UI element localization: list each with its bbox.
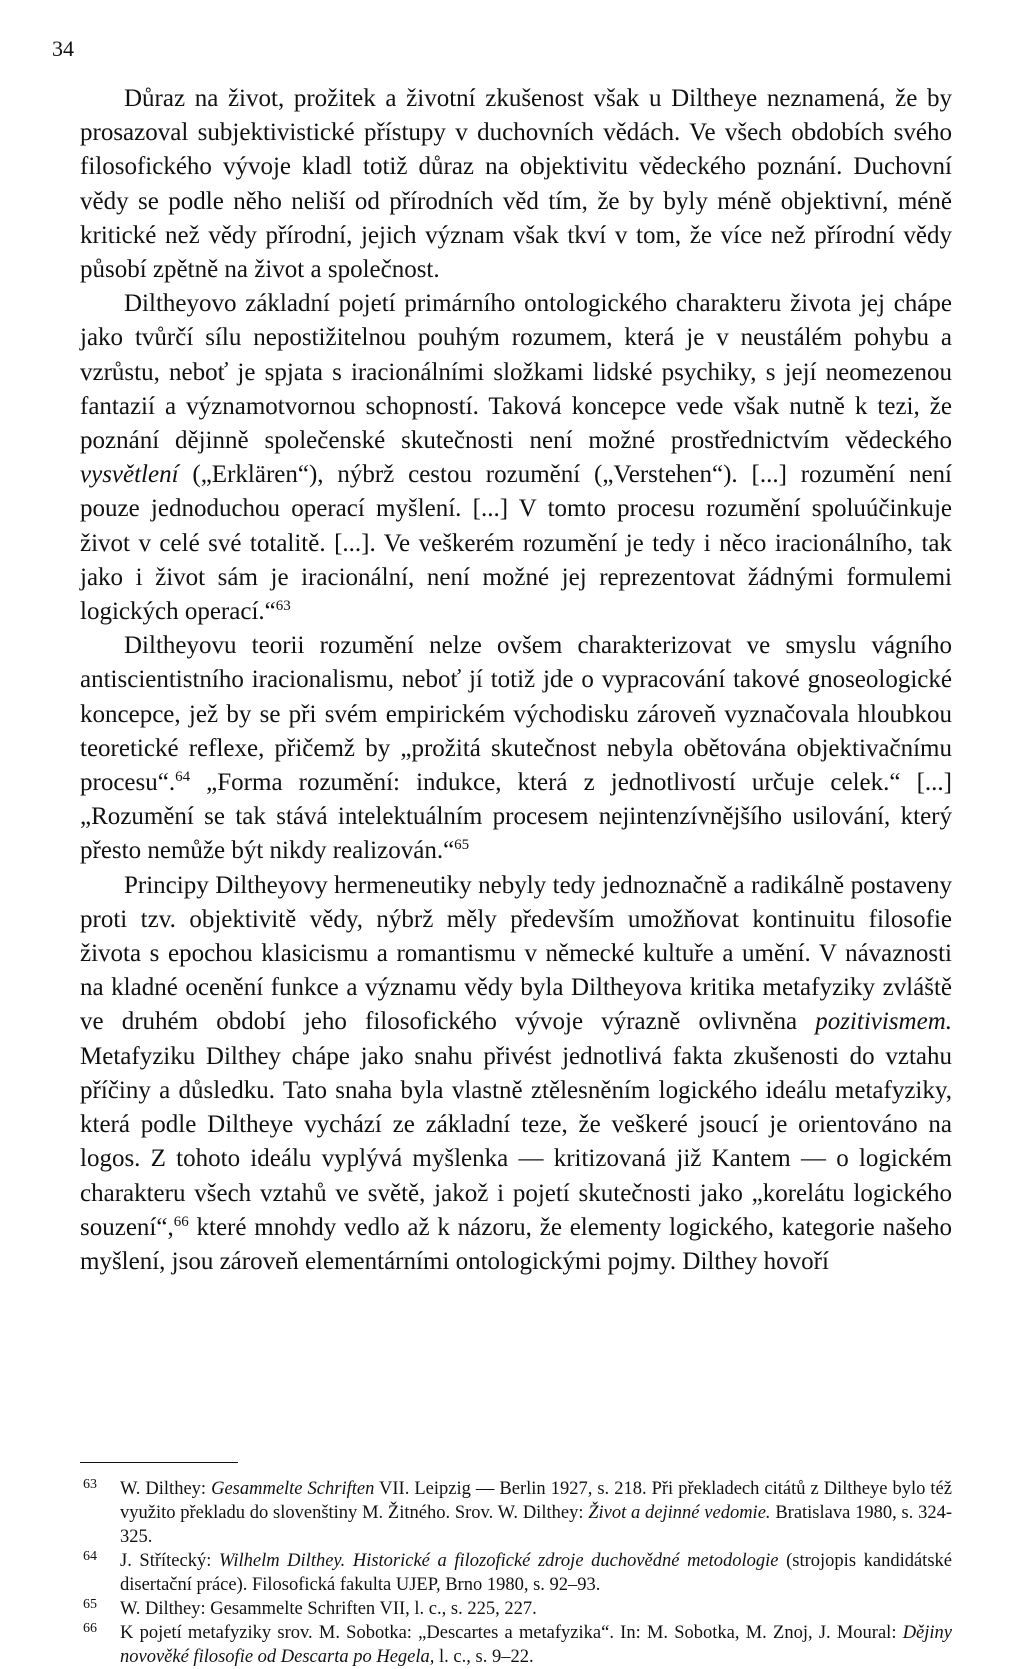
paragraph-4 (80, 869, 952, 1279)
paragraph-4-text-a: Principy Diltheyovy hermeneutiky nebyly tedy jednoznačně a radikálně postaveny proti tzv. objektivitě vědy, nýbrž měly především umožňovat kontinuitu filosofie života s epochou klasicismu a romantismu v německé kultuře a umění. V návaznosti na kladné ocenění funkce a významu vědy byla Diltheyova kritika metafyziky zvláště ve druhém období jeho filosofického vývoje výrazně ovlivněna (80, 871, 952, 1036)
footnote-66 (80, 1621, 952, 1669)
footnote-text: W. Dilthey: Gesammelte Schriften VII, l. c., s. 225, 227. (120, 1599, 537, 1619)
emphasis-vysvetleni: vysvětlení (80, 461, 179, 489)
footnote-ref-65[interactable]: 65 (454, 837, 470, 854)
footnote-number: 65 (83, 1597, 97, 1612)
page-number: 34 (52, 36, 74, 61)
footnote-text: W. Dilthey: (120, 1479, 212, 1499)
paragraph-3-text-b: „Forma rozumění: indukce, která z jednotlivostí určuje celek.“ [...] „Rozumění se tak stává intelektuálním procesem nejintenzívnějšího usilování, který přesto nemůže být nikdy realizován.“ (80, 769, 952, 865)
paragraph-4-text-c: které mnohdy vedlo až k názoru, že elementy logického, kategorie našeho myšlení, jsou zároveň elementárními ontologickými pojmy. Dilthey hovoří (80, 1213, 952, 1275)
footnote-ref-64[interactable]: 64 (175, 769, 191, 786)
footnote-text: l. c., s. 9–22. (434, 1647, 534, 1667)
footnote-64 (80, 1549, 952, 1597)
footnote-title: Gesammelte Schriften (211, 1479, 375, 1499)
footnote-text: (strojopis kandidátské disertační práce). Filosofická fakulta UJEP, Brno 1980, s. 92–93. (120, 1551, 952, 1595)
footnote-text: K pojetí metafyziky srov. M. Sobotka: „Descartes a metafyzika“. In: M. Sobotka, M. Znoj, J. Moural: (120, 1623, 903, 1643)
footnote-number: 66 (83, 1621, 97, 1636)
footnotes (80, 1477, 952, 1669)
footnote-number: 64 (83, 1549, 97, 1564)
footnote-divider (80, 1462, 238, 1463)
paragraph-2-text-b: („Erklären“), nýbrž cestou rozumění („Verstehen“). [...] rozumění není pouze jednoduchou operací myšlení. [...] V tomto procesu rozumění spoluúčinkuje život v celé své totalitě. [...]. Ve veškerém rozumění je tedy i něco iracionálního, tak jako i život sám je iracionální, není možné jej reprezentovat žádnými formulemi logických operací.“ (80, 461, 952, 626)
paragraph-1-text: Důraz na život, prožitek a životní zkušenost však u Diltheye neznamená, že by prosazoval subjektivistické přístupy v duchovních vědách. Ve všech obdobích svého filosofického vývoje kladl totiž důraz na objektivitu vědeckého poznání. Duchovní vědy se podle něho neliší od přírodních věd tím, že by byly méně objektivní, méně kritické než vědy přírodní, jejich význam však tkví v tom, že více než přírodní vědy působí zpětně na život a společnost. (80, 85, 952, 284)
paragraph-4-text-b: Metafyziku Dilthey chápe jako snahu přivést jednotlivá fakta zkušenosti do vztahu příčiny a důsledku. Tato snaha byla vlastně ztělesněním logického ideálu metafyziky, která podle Diltheye vychází ze základní teze, že veškeré jsoucí je orientováno na logos. Z tohoto ideálu vyplývá myšlenka — kritizovaná již Kantem — o logickém charakteru všech vztahů ve světě, jakož i pojetí skutečnosti jako „korelátu logického souzení“, (80, 1042, 952, 1241)
paragraph-1 (80, 82, 952, 287)
footnote-text: Bratislava 1980, s. 324-325. (120, 1503, 952, 1547)
footnote-ref-66[interactable]: 66 (173, 1213, 189, 1230)
paragraph-3 (80, 629, 952, 868)
footnote-text: J. Střítecký: (120, 1551, 219, 1571)
footnote-ref-63[interactable]: 63 (275, 598, 291, 615)
footnote-number: 63 (83, 1477, 97, 1492)
body-text (80, 82, 952, 1279)
footnote-63 (80, 1477, 952, 1549)
footnote-65 (80, 1597, 952, 1621)
paragraph-2 (80, 287, 952, 629)
footnote-title: Wilhelm Dilthey. Historické a filozofické zdroje duchovědné metodologie (218, 1551, 779, 1571)
footnote-title: Život a dejinné vedomie. (588, 1503, 771, 1523)
paragraph-3-text-a: Diltheyovu teorii rozumění nelze ovšem charakterizovat ve smyslu vágního antiscientistního iracionalismu, neboť jí totiž jde o vypracování takové gnoseologické koncepce, jež by se při svém empirickém východisku zároveň vyznačovala hloubkou teoretické reflexe, přičemž by „prožitá skutečnost nebyla obětována objektivačnímu procesu“. (80, 632, 952, 797)
footnote-text: VII. Leipzig — Berlin 1927, s. 218. Při překladech citátů z Diltheye bylo též využito překladu do slovenštiny M. Žitného. Srov. W. Dilthey: (120, 1479, 952, 1523)
footnote-title: Dějiny novověké filosofie od Descarta po Hegela, (120, 1623, 952, 1667)
emphasis-pozitivismem: pozitivismem. (815, 1008, 952, 1036)
paragraph-2-text-a: Diltheyovo základní pojetí primárního ontologického charakteru života jej chápe jako tvůrčí sílu nepostižitelnou pouhým rozumem, která je v neustálém pohybu a vzrůstu, neboť je spjata s iracionálními složkami lidské psychiky, s její neomezenou fantazií a významotvornou schopností. Taková koncepce vede však nutně k tezi, že poznání dějinně společenské skutečnosti není možné prostřednictvím vědeckého (80, 290, 952, 455)
